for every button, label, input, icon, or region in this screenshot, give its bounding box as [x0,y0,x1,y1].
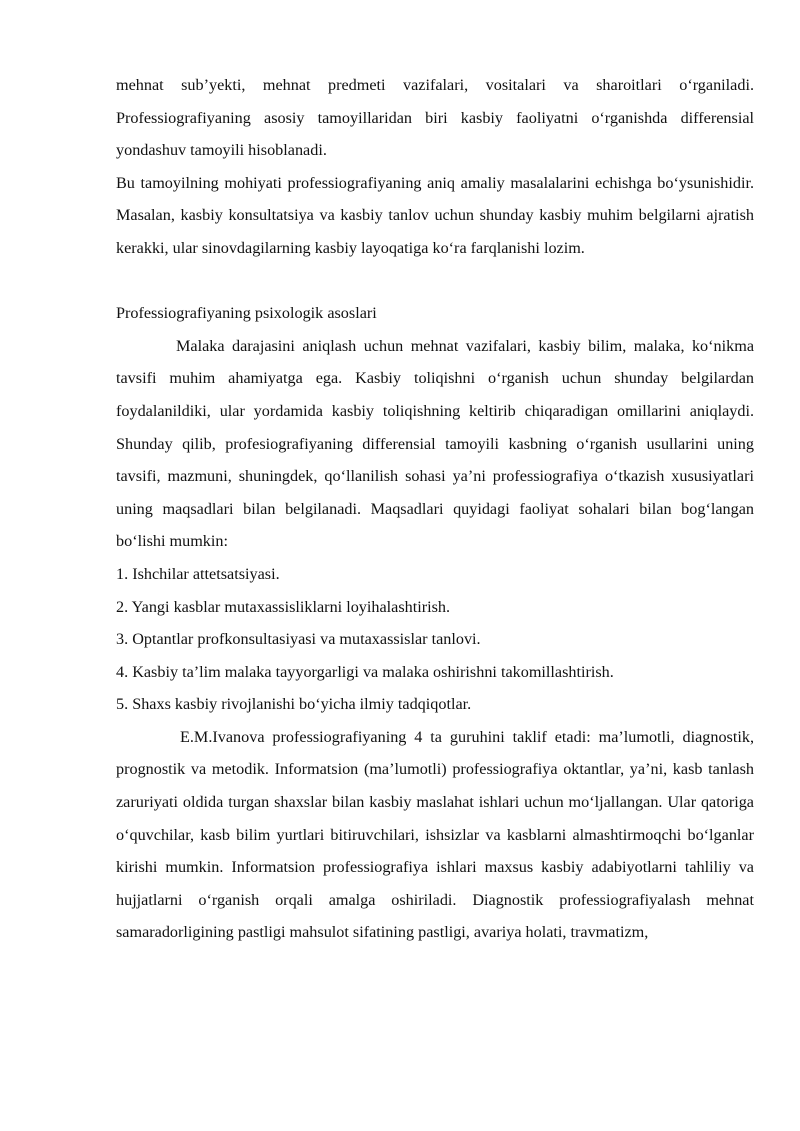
section-heading: Professiografiyaning psixologik asoslari [116,304,377,323]
list-item: 4. Kasbiy ta’lim malaka tayyorgarligi va malaka oshirishni takomillashtirish. [116,662,614,681]
list-item: 2. Yangi kasblar mutaxassisliklarni loyihalashtirish. [116,597,451,616]
list-item: 5. Shaxs kasbiy rivojlanishi bo‘yicha ilmiy tadqiqotlar. [116,695,472,714]
paragraph-3: Malaka darajasini aniqlash uchun mehnat vazifalari, kasbiy bilim, malaka, ko‘nikma tavsifi muhim ahamiyatga ega. Kasbiy toliqishni o‘rganish uchun shunday belgilardan foydalanildiki, ular yordamida kasbiy toliqishning keltirib chiqaradigan omillarini aniqlaydi. Shunday qilib, profesiografiyaning differensial tamoyili kasbning o‘rganish usullarini uning tavsifi, mazmuni, shuningdek, qo‘llanilish sohasi ya’ni professiografiya o‘tkazish xususiyatlari uning maqsadlari bilan belgilanadi. Maqsadlari quyidagi faoliyat sohalari bilan bog‘langan bo‘lishi mumkin: [116,336,754,551]
paragraph-4: E.M.Ivanova professiografiyaning 4 ta guruhini taklif etadi: ma’lumotli, diagnostik, prognostik va metodik. Informatsion (ma’lumotli) professiografiya oktantlar, ya’ni, kasb tanlash zaruriyati oldida turgan shaxslar bilan kasbiy maslahat ishlari uchun mo‘ljallangan. Ular qatoriga o‘quvchilar, kasb bilim yurtlari bitiruvchilari, ishsizlar va kasblarni almashtirmoqchi bo‘lganlar kirishi mumkin. Informatsion professiografiya ishlari maxsus kasbiy adabiyotlarni tahliliy va hujjatlarni o‘rganish orqali amalga oshiriladi. Diagnostik professiografiyalash mehnat samaradorligining pastligi mahsulot sifatining pastligi, avariya holati, travmatizm, [116,727,754,942]
paragraph-1: mehnat sub’yekti, mehnat predmeti vazifalari, vositalari va sharoitlari o‘rganiladi. Professiografiyaning asosiy tamoyillaridan biri kasbiy faoliyatni o‘rganishda differensial yondashuv tamoyili hisoblanadi. [116,76,754,160]
paragraph-2: Bu tamoyilning mohiyati professiografiyaning aniq amaliy masalalarini echishga bo‘ysunishidir. Masalan, kasbiy konsultatsiya va kasbiy tanlov uchun shunday kasbiy muhim belgilarni ajratish kerakki, ular sinovdagilarning kasbiy layoqatiga ko‘ra farqlanishi lozim. [116,173,754,257]
list-item: 3. Optantlar profkonsultasiyasi va mutaxassislar tanlovi. [116,630,481,649]
numbered-list [116,558,754,721]
document-page [116,69,754,949]
blank-line [116,265,754,298]
list-item: 1. Ishchilar attetsatsiyasi. [116,564,280,583]
